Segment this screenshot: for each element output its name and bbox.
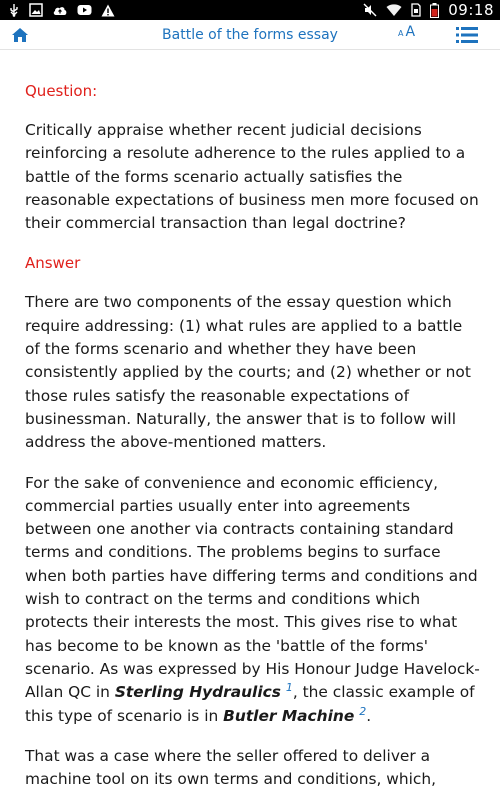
app-toolbar [0, 20, 500, 50]
answer-heading: Answer [25, 254, 81, 273]
font-size-small-label: A [398, 29, 404, 38]
question-heading: Question: [25, 82, 98, 100]
answer-paragraph-2-end: . [366, 706, 372, 725]
essay-content [25, 80, 480, 800]
image-icon [29, 0, 43, 20]
answer-paragraph-1: There are two components of the essay question which require addressing: (1) what rules are applied to a battle of the forms scenario and whether they have been consistently applied by the courts; and (2) whether or not those rules satisfy the reasonable expectations of businessman. Naturally, the answer that is to follow will address the above-mentioned matters. [25, 293, 471, 452]
sim-icon [411, 0, 421, 20]
list-menu-icon [456, 26, 478, 44]
status-left-icons [8, 0, 115, 20]
footnote-link-1[interactable]: 1 [285, 681, 293, 695]
mute-icon [363, 0, 377, 20]
case-name-butler-machine: Butler Machine [223, 706, 355, 725]
question-text: Critically appraise whether recent judicial decisions reinforcing a resolute adherence to the rules applied to a battle of the forms scenario actually satisfies the reasonable expectations of business men more focused on their commercial transaction than legal doctrine? [25, 121, 479, 233]
usb-icon [8, 0, 20, 20]
font-size-button[interactable] [398, 24, 415, 46]
menu-button[interactable] [455, 24, 479, 46]
font-size-large-label: A [405, 24, 416, 40]
cloud-upload-icon [52, 0, 68, 20]
battery-icon [430, 0, 439, 20]
status-bar [0, 0, 500, 20]
wifi-icon [386, 0, 402, 20]
answer-paragraph-3: That was a case where the seller offered to deliver a machine tool on its own terms and conditions, which, [25, 746, 437, 789]
case-name-sterling-hydraulics: Sterling Hydraulics [114, 683, 281, 702]
answer-paragraph-2-mid: , the classic example of this type of scenario is in [25, 683, 475, 725]
page-title: Battle of the forms essay [162, 27, 338, 43]
footnote-link-2[interactable]: 2 [359, 704, 367, 718]
status-right-icons [363, 0, 494, 20]
status-time: 09:18 [448, 1, 494, 19]
answer-paragraph-2-text: For the sake of convenience and economic efficiency, commercial parties usually enter into agreements between one another via contracts containing standard terms and conditions. The problems begins to surface when both parties have differing terms and conditions and wish to contract on the terms and conditions which protects their interests the most. This gives rise to what has become to be known as the 'battle of the forms' scenario. As was expressed by His Honour Judge Havelock-Allan QC in [25, 473, 480, 702]
home-icon [11, 27, 29, 43]
home-button[interactable] [8, 23, 32, 47]
youtube-icon [77, 0, 92, 20]
warning-icon [101, 0, 115, 20]
answer-paragraph-2 [25, 472, 480, 728]
